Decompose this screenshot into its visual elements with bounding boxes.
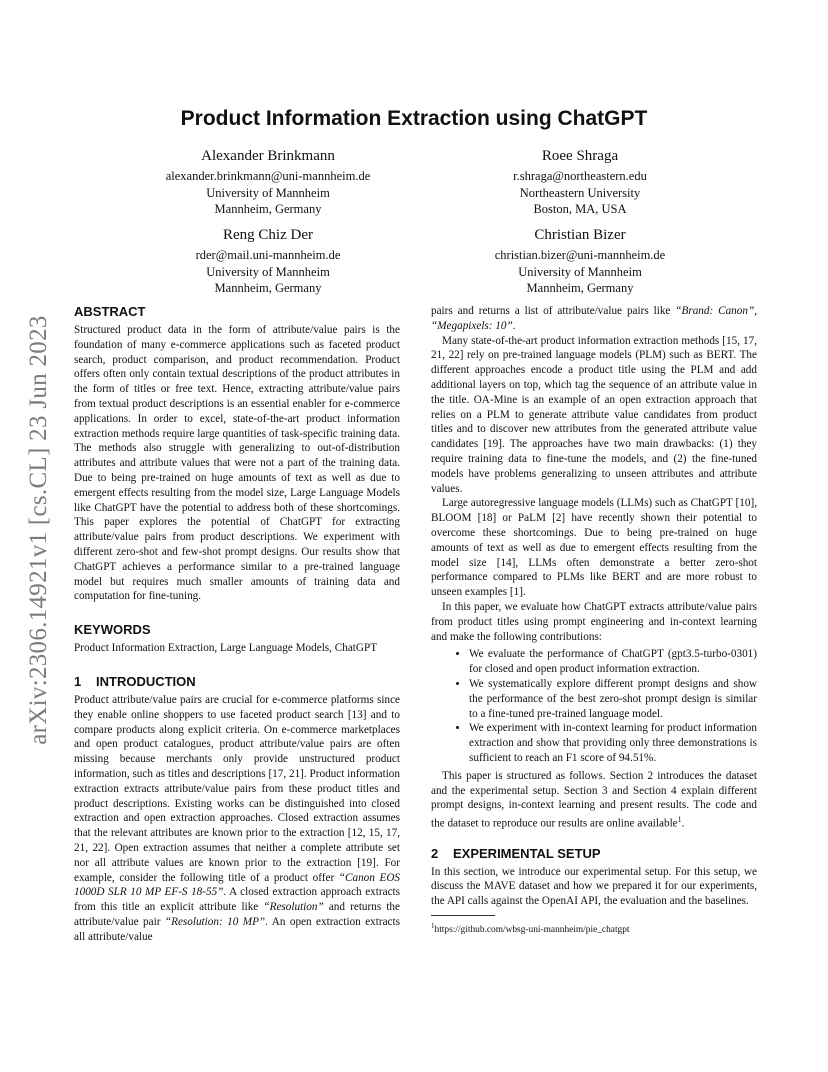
keywords-heading: KEYWORDS	[74, 622, 151, 638]
example-brand: “Brand: Canon”	[675, 305, 755, 317]
author-location: Mannheim, Germany	[214, 281, 322, 295]
example-attribute: “Resolution”	[263, 901, 324, 914]
right-column	[431, 304, 757, 936]
section-number: 2	[431, 845, 439, 861]
left-column	[74, 304, 400, 944]
footnote-url: https://github.com/wbsg-uni-mannheim/pie_chatgpt	[434, 925, 630, 936]
author-location: Boston, MA, USA	[533, 202, 627, 216]
intro-paragraph-5: This paper is structured as follows. Section 2 introduces the dataset and the experimental setup. Section 3 and Section 4 explain different prompt designs, in-context learning and present results. The code and the dataset to reproduce our results are online available$^1$.	[431, 769, 757, 830]
abstract-text: Structured product data in the form of attribute/value pairs is the foundation of many e-commerce applications such as faceted product search, product comparison, and product recommendation. Product offers often only contain textual descriptions of the product attributes in the form of titles or free text. Hence, extracting attribute/value pairs from textual product descriptions is an essential enabler for e-commerce applications. In order to excel, state-of-the-art product information extraction methods require large quantities of task-specific training data. The methods also struggle with generalizing to out-of-distribution attributes and attribute values that were not a part of the training data. Due to being pre-trained on huge amounts of text as well as due to emergent effects resulting from the model size, Large Language Models like ChatGPT have the potential to address both of these shortcomings. This paper explores the potential of ChatGPT for extracting attribute/value pairs from product descriptions. We experiment with different zero-shot and few-shot prompt designs. Our results show that ChatGPT achieves a performance similar to a pre-trained language model but requires much smaller amounts of training data and computation for fine-tuning.	[74, 324, 400, 603]
keywords-text: Product Information Extraction, Large Language Models, ChatGPT	[74, 642, 378, 655]
contribution-item: • We evaluate the performance of ChatGPT (gpt3.5-turbo-0301) for closed and open product information extraction.	[469, 647, 757, 677]
paper-title: Product Information Extraction using ChatGPT	[180, 107, 648, 130]
author-email: christian.bizer@uni-mannheim.de	[494, 248, 666, 262]
example-megapixels: “Megapixels: 10”	[431, 319, 513, 332]
intro-paragraph-4: In this paper, we evaluate how ChatGPT extracts attribute/value pairs from product titles using prompt engineering and in-context learning and make the following contributions:	[431, 600, 757, 643]
intro-paragraph-1: Product attribute/value pairs are crucial for e-commerce platforms since they enable online shoppers to use faceted product search [13] and to compare products along explicit criteria. On e-commerce marketplaces and open product catalogues, product attribute/value pairs are often missing because merchants only provide unstructured product information, such as titles and descriptions [17, 21]. Product information extraction extracts attribute/value pairs from these product titles and product descriptions. Existing works can be distinguished into closed extraction and open extraction approaches. Closed extraction assumes that the relevant attributes are known prior to the extraction [12, 15, 17, 21, 22]. Open extraction assumes that neither a complete attribute set nor all attribute values are known prior to the extraction [19]. For example, consider the following title of a product offer “Canon EOS 1000D SLR 10 MP EF-S 18-55”. A closed extraction approach extracts from this title an explicit attribute like “Resolution” and returns the attribute/value pair “Resolution: 10 MP”. An open extraction extracts all attribute/value	[74, 693, 400, 943]
author-affiliation: University of Mannheim	[206, 185, 330, 200]
section-title: INTRODUCTION	[96, 673, 196, 689]
author-block	[430, 226, 730, 297]
section-number: 1	[74, 673, 82, 689]
author-block	[430, 147, 730, 218]
arxiv-identifier: arXiv:2306.14921v1 [cs.CL] 23 Jun 2023	[25, 315, 52, 745]
author-email: alexander.brinkmann@uni-mannheim.de	[165, 169, 371, 183]
example-pair: “Resolution: 10 MP”	[164, 915, 266, 928]
section-title: EXPERIMENTAL SETUP	[453, 845, 601, 861]
author-email: rder@mail.uni-mannheim.de	[195, 248, 341, 262]
footnote	[431, 920, 757, 936]
contribution-item: • We systematically explore different prompt designs and show the performance of the best zero-shot prompt design is similar to a fine-tuned pre-trained language model.	[469, 677, 757, 721]
author-affiliation: University of Mannheim	[518, 264, 642, 279]
author-affiliation: Northeastern University	[519, 185, 641, 200]
contribution-item: • We experiment with in-context learning for product information extraction and show that providing only three demonstrations is sufficient to reach an F1 score of 94.51%.	[469, 721, 757, 765]
author-name: Roee Shraga	[541, 148, 619, 164]
author-email: r.shraga@northeastern.edu	[513, 169, 647, 183]
author-location: Mannheim, Germany	[214, 202, 322, 216]
intro-paragraph-1-continued: pairs and returns a list of attribute/value pairs like “Brand: Canon”, “Megapixels: 10”.	[431, 305, 757, 332]
example-title: “Canon EOS 1000D SLR 10 MP EF-S 18-55”	[74, 871, 400, 899]
intro-paragraph-3: Large autoregressive language models (LLMs) such as ChatGPT [10], BLOOM [18] or PaLM [2] have recently shown their potential to overcome these shortcomings. Due to being pre-trained on huge amounts of text as well as due to emergent effects resulting from the model size [14], LLMs often demonstrate a better zero-shot performance compared to PLMs like BERT and are more robust to unseen examples [1].	[431, 497, 757, 599]
footnote-marker: 1	[677, 815, 682, 825]
author-name: Alexander Brinkmann	[201, 148, 335, 164]
experimental-setup-heading	[431, 846, 757, 862]
author-block	[118, 226, 418, 297]
author-location: Mannheim, Germany	[526, 281, 634, 295]
footnote-mark: 1	[431, 922, 435, 931]
introduction-heading	[74, 674, 400, 690]
contribution-list	[431, 647, 757, 765]
setup-paragraph: In this section, we introduce our experimental setup. For this setup, we discuss the MAVE dataset and how we prepared it for our experiments, the API calls against the OpenAI API, the evaluation and the baselines.	[431, 865, 757, 908]
author-block	[118, 147, 418, 218]
author-affiliation: University of Mannheim	[206, 264, 330, 279]
intro-paragraph-2: Many state-of-the-art product information extraction methods [15, 17, 21, 22] rely on pre-trained language models (PLM) such as BERT. The different approaches encode a product title using the PLM and add additional layers on top, which tag the sequence of an attribute value in the title. OA-Mine is an example of an open extraction approach that relies on a PLM to generate attribute value candidates from product titles and to discover new attributes from the generated attribute value candidates [19]. The approaches have two main drawbacks: (1) they require training data to fine-tune the models, and (2) the fine-tuned models have problems generalizing to unseen attributes and attribute values.	[431, 334, 757, 495]
abstract-heading: ABSTRACT	[74, 304, 146, 319]
author-name: Christian Bizer	[534, 227, 626, 243]
author-name: Reng Chiz Der	[223, 227, 313, 243]
footnote-divider	[431, 915, 495, 916]
